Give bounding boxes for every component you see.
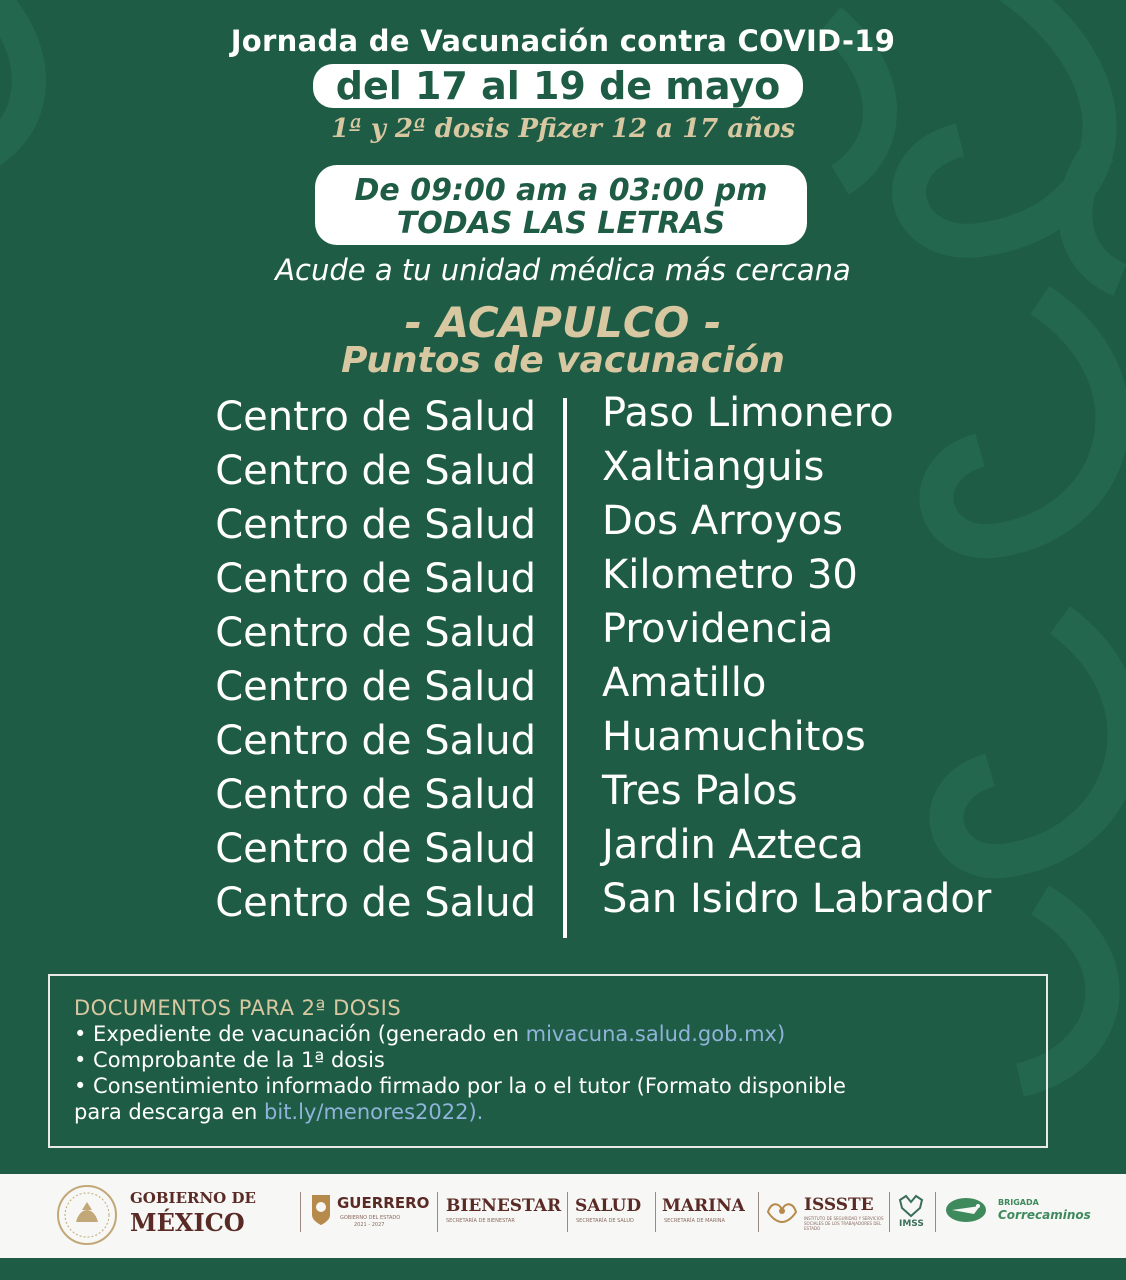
footer-strip (0, 1258, 1126, 1280)
location-row (0, 660, 1126, 714)
location-name: Xaltianguis (602, 444, 825, 490)
documents-heading: DOCUMENTOS PARA 2ª DOSIS (74, 996, 402, 1020)
logo-separator (437, 1192, 438, 1232)
logo-separator (655, 1192, 656, 1232)
location-type: Centro de Salud (215, 664, 536, 710)
brigada-text: BRIGADA (998, 1198, 1039, 1207)
location-row (0, 498, 1126, 552)
location-name: Huamuchitos (602, 714, 866, 760)
imss-text: IMSS (899, 1219, 924, 1229)
schedule-letters: TODAS LAS LETRAS (396, 206, 726, 241)
city-heading: - ACAPULCO - (404, 298, 722, 347)
logo-separator (567, 1192, 568, 1232)
campaign-title: Jornada de Vacunación contra COVID-19 (230, 24, 896, 58)
schedule-pill (315, 165, 807, 245)
salud-subtitle: SECRETARÍA DE SALUD (576, 1218, 634, 1224)
guerrero-text: GUERRERO (337, 1194, 430, 1212)
correcaminos-text: Correcaminos (998, 1208, 1091, 1222)
location-type: Centro de Salud (215, 880, 536, 926)
location-name: Providencia (602, 606, 834, 652)
bienestar-subtitle: SECRETARÍA DE BIENESTAR (446, 1218, 515, 1224)
logo-separator (935, 1192, 936, 1232)
location-row (0, 390, 1126, 444)
document-item-text: para descarga en (74, 1100, 265, 1124)
bienestar-text: BIENESTAR (446, 1196, 562, 1216)
guerrero-shield-icon (310, 1193, 332, 1227)
document-item (74, 1100, 483, 1124)
location-type: Centro de Salud (215, 718, 536, 764)
logo-separator (889, 1192, 890, 1232)
location-name: Amatillo (602, 660, 767, 706)
location-row (0, 768, 1126, 822)
marina-text: MARINA (662, 1196, 745, 1216)
correcaminos-bird-icon (944, 1194, 992, 1226)
location-row (0, 876, 1126, 930)
date-range-pill: del 17 al 19 de mayo (313, 64, 803, 108)
location-name: Tres Palos (602, 768, 798, 814)
documents-box (48, 974, 1048, 1148)
location-type: Centro de Salud (215, 448, 536, 494)
location-row (0, 606, 1126, 660)
location-row (0, 552, 1126, 606)
national-seal-icon (56, 1184, 118, 1246)
logo-separator (300, 1192, 301, 1232)
dose-info: 1ª y 2ª dosis Pfizer 12 a 17 años (330, 114, 796, 144)
vaccine-record-link[interactable]: mivacuna.salud.gob.mx) (525, 1022, 786, 1046)
issste-text: ISSSTE (804, 1195, 874, 1215)
locations-subtitle: Puntos de vacunación (341, 340, 785, 381)
instruction-text: Acude a tu unidad médica más cercana (275, 253, 851, 287)
mexico-text: MÉXICO (130, 1208, 245, 1237)
imss-eagle-icon (898, 1194, 924, 1218)
issste-hands-icon (765, 1196, 799, 1224)
consent-form-link[interactable]: bit.ly/menores2022). (264, 1100, 484, 1124)
location-name: Jardin Azteca (602, 822, 864, 868)
location-type: Centro de Salud (215, 826, 536, 872)
location-name: Paso Limonero (602, 390, 894, 436)
document-item (74, 1022, 785, 1046)
location-type: Centro de Salud (215, 502, 536, 548)
guerrero-subtitle: GOBIERNO DEL ESTADO (340, 1215, 401, 1221)
logo-separator (758, 1192, 759, 1232)
marina-subtitle: SECRETARÍA DE MARINA (664, 1218, 725, 1224)
document-item: • Consentimiento informado firmado por la o el tutor (Formato disponible (74, 1074, 846, 1098)
salud-text: SALUD (575, 1196, 642, 1216)
location-type: Centro de Salud (215, 394, 536, 440)
location-name: San Isidro Labrador (602, 876, 992, 922)
location-type: Centro de Salud (215, 556, 536, 602)
guerrero-years: 2021 - 2027 (354, 1222, 385, 1228)
document-item-text: • Expediente de vacunación (generado en (74, 1022, 526, 1046)
gobierno-de-text: GOBIERNO DE (130, 1189, 256, 1207)
location-row (0, 444, 1126, 498)
location-name: Kilometro 30 (602, 552, 858, 598)
location-row (0, 822, 1126, 876)
location-type: Centro de Salud (215, 610, 536, 656)
document-item: • Comprobante de la 1ª dosis (74, 1048, 385, 1072)
schedule-hours: De 09:00 am a 03:00 pm (354, 173, 768, 208)
location-name: Dos Arroyos (602, 498, 843, 544)
location-row (0, 714, 1126, 768)
issste-subtitle: INSTITUTO DE SEGURIDAD Y SERVICIOS SOCIALES DE LOS TRABAJADORES DEL ESTADO (804, 1216, 884, 1231)
location-type: Centro de Salud (215, 772, 536, 818)
